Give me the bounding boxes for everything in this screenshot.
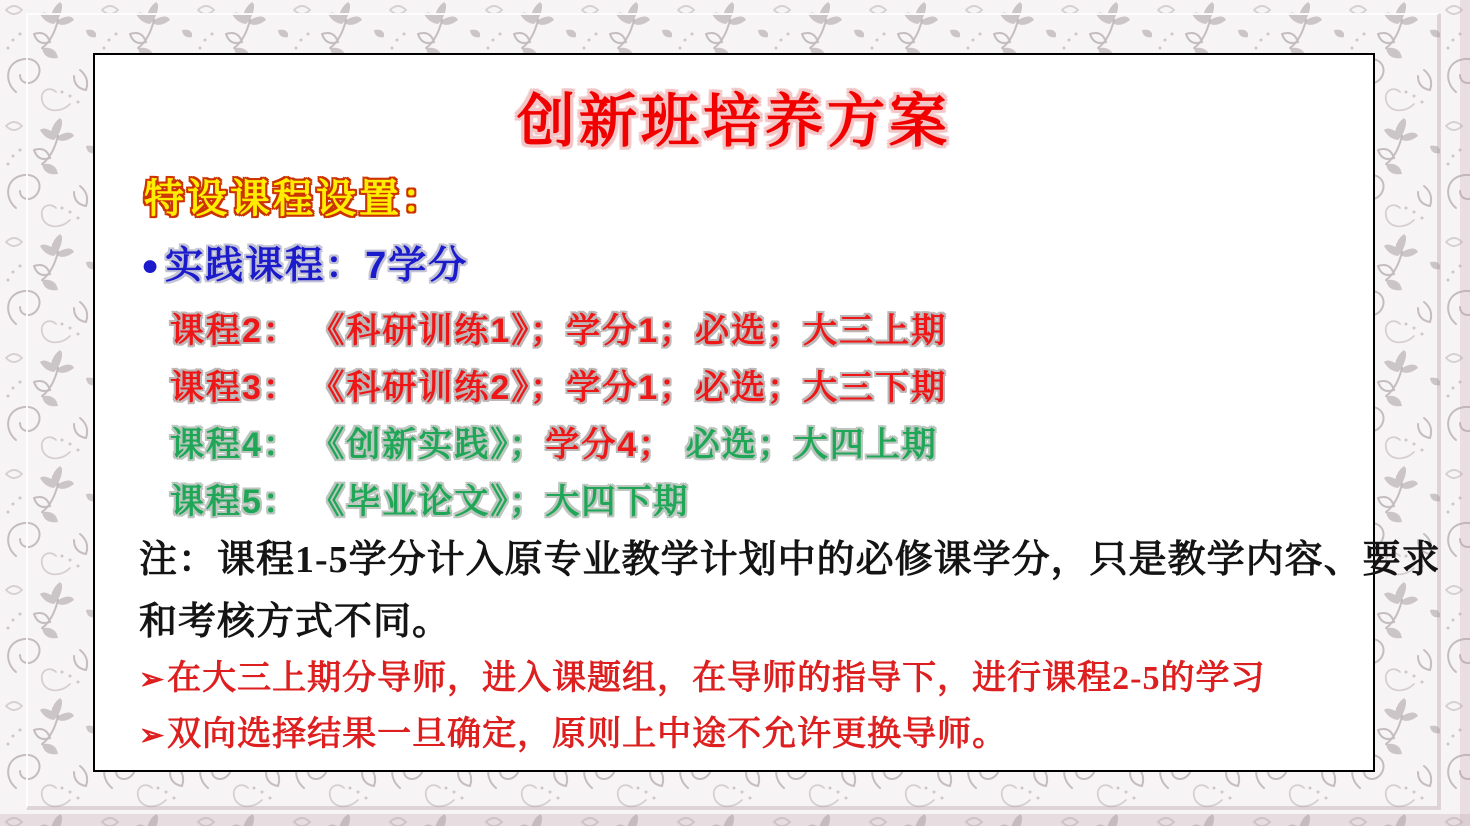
practice-credits-text: 实践课程：7学分: [165, 245, 469, 287]
arrow-line-text: 在大三上期分导师，进入课题组，在导师的指导下，进行课程2-5的学习: [167, 660, 1266, 697]
course-line: [170, 303, 947, 360]
arrow-line: [139, 651, 1347, 707]
slide-title: 创新班培养方案: [516, 89, 951, 154]
background-right-shade: [1460, 0, 1470, 826]
course-line: [170, 417, 947, 474]
course-line: [170, 474, 947, 531]
arrow-bullet-icon: ➢: [139, 663, 166, 696]
note-line: 和考核方式不同。: [139, 601, 452, 643]
course-segment: 课程4： 《创新实践》；: [170, 426, 546, 464]
course-segment: 课程2： 《科研训练1》；学分1；必选；大三上期: [170, 312, 948, 350]
section-heading: 特设课程设置：: [144, 177, 445, 221]
course-line: [170, 360, 947, 417]
arrow-line-text: 双向选择结果一旦确定，原则上中途不允许更换导师。: [167, 716, 1008, 753]
content-panel: [93, 53, 1441, 772]
course-segment: 学分4；: [545, 426, 675, 464]
course-segment: 课程5： 《毕业论文》；大四下期: [170, 483, 690, 521]
bullet-icon: ●: [141, 249, 162, 282]
note-paragraph: [139, 529, 1441, 653]
practice-credits-line: [141, 243, 468, 289]
background-bottom-shade: [0, 814, 1470, 826]
note-line: 注：课程1-5学分计入原专业教学计划中的必修课学分，只是教学内容、要求: [139, 539, 1441, 581]
course-segment: 课程3： 《科研训练2》；学分1；必选；大三下期: [170, 369, 948, 407]
arrow-list: [139, 651, 1347, 763]
course-list: [170, 303, 947, 531]
course-segment: 必选；大四上期: [674, 426, 938, 464]
arrow-line: [139, 707, 1347, 763]
arrow-bullet-icon: ➢: [139, 719, 166, 752]
